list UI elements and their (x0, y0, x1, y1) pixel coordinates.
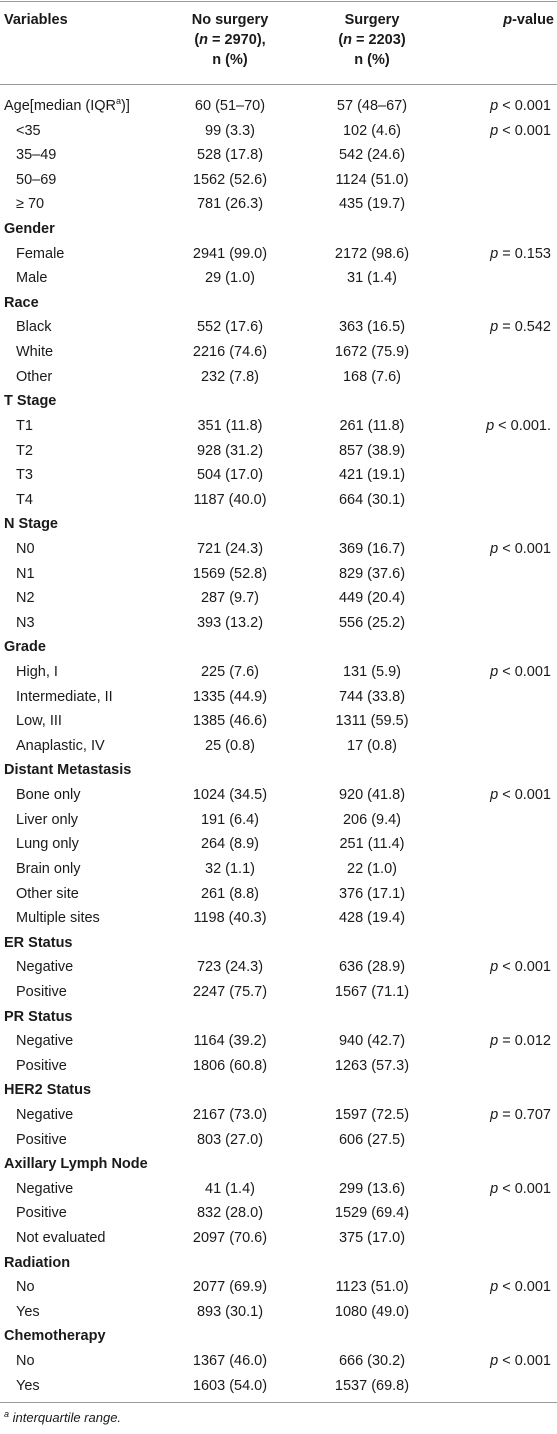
category-row (0, 758, 557, 783)
no-surgery-value: 528 (17.8) (196, 147, 264, 164)
p-value: p < 0.001 (490, 1353, 551, 1370)
surgery-value: 102 (4.6) (342, 122, 402, 139)
no-surgery-value: 803 (27.0) (196, 1131, 264, 1148)
row-label: ER Status (4, 934, 73, 951)
table-row (0, 734, 557, 759)
row-label: T4 (16, 491, 33, 508)
table-row (0, 1374, 557, 1399)
no-surgery-value: 232 (7.8) (200, 368, 260, 385)
table-row (0, 1029, 557, 1054)
no-surgery-value: 1187 (40.0) (193, 491, 267, 508)
table-row (0, 1177, 557, 1202)
row-label: Low, III (16, 713, 62, 730)
row-label: No (16, 1279, 35, 1296)
no-surgery-value: 393 (13.2) (196, 614, 264, 631)
row-label: Chemotherapy (4, 1328, 106, 1345)
p-value: p < 0.001 (490, 1279, 551, 1296)
no-surgery-value: 1806 (60.8) (192, 1057, 268, 1074)
table-row (0, 143, 557, 168)
table-row (0, 1300, 557, 1325)
row-label: High, I (16, 664, 58, 681)
header-surgery: Surgery (n = 2203) n (%) (338, 12, 406, 68)
p-value: p < 0.001 (490, 540, 551, 557)
row-label: Yes (16, 1377, 40, 1394)
p-value: p = 0.707 (490, 1106, 551, 1123)
row-label: T1 (16, 417, 33, 434)
row-label: Yes (16, 1303, 40, 1320)
no-surgery-value: 893 (30.1) (196, 1303, 264, 1320)
table-row (0, 832, 557, 857)
no-surgery-value: 25 (0.8) (205, 737, 255, 754)
category-row (0, 389, 557, 414)
row-label: N3 (16, 614, 35, 631)
no-surgery-value: 191 (6.4) (200, 811, 260, 828)
surgery-value: 1672 (75.9) (334, 344, 410, 361)
row-label: Positive (16, 983, 67, 1000)
table-row (0, 192, 557, 217)
surgery-value: 606 (27.5) (338, 1131, 406, 1148)
surgery-value: 940 (42.7) (338, 1033, 406, 1050)
row-label: Negative (16, 959, 74, 976)
table-row (0, 537, 557, 562)
no-surgery-value: 2097 (70.6) (192, 1230, 268, 1247)
no-surgery-value: 261 (8.8) (200, 885, 260, 902)
surgery-value: 857 (38.9) (338, 442, 406, 459)
surgery-value: 57 (48–67) (336, 98, 408, 114)
header-rule (0, 84, 557, 85)
table-row (0, 1103, 557, 1128)
table-row (0, 1349, 557, 1374)
row-label: Multiple sites (16, 910, 100, 927)
surgery-value: 376 (17.1) (338, 885, 406, 902)
table-row (0, 94, 557, 119)
no-surgery-value: 2077 (69.9) (192, 1279, 268, 1296)
table-row (0, 562, 557, 587)
header-pvalue: p-value (503, 12, 554, 28)
no-surgery-value: 1385 (46.6) (192, 713, 268, 730)
row-label: T Stage (4, 393, 57, 410)
surgery-value: 1537 (69.8) (334, 1377, 410, 1394)
table-row (0, 1226, 557, 1251)
no-surgery-value: 928 (31.2) (196, 442, 264, 459)
surgery-value: 1124 (51.0) (335, 171, 409, 188)
row-label: Male (16, 270, 48, 287)
header-variables: Variables (4, 12, 68, 28)
row-label: Radiation (4, 1254, 71, 1271)
table-row (0, 980, 557, 1005)
no-surgery-value: 2247 (75.7) (192, 983, 268, 1000)
table-row (0, 439, 557, 464)
no-surgery-value: 60 (51–70) (194, 98, 266, 114)
surgery-value: 1597 (72.5) (334, 1106, 410, 1123)
table-row (0, 340, 557, 365)
table-row (0, 685, 557, 710)
row-label: Distant Metastasis (4, 762, 132, 779)
row-label: Liver only (16, 811, 79, 828)
p-value: p < 0.001 (490, 959, 551, 976)
no-surgery-value: 1367 (46.0) (192, 1353, 268, 1370)
row-label: N0 (16, 540, 35, 557)
table-row (0, 955, 557, 980)
category-row (0, 1324, 557, 1349)
no-surgery-value: 1024 (34.5) (192, 787, 268, 804)
no-surgery-value: 723 (24.3) (196, 959, 264, 976)
surgery-value: 636 (28.9) (338, 959, 406, 976)
surgery-value: 1080 (49.0) (334, 1303, 410, 1320)
no-surgery-value: 1164 (39.2) (193, 1033, 267, 1050)
bottom-rule (0, 1402, 557, 1403)
category-row (0, 1251, 557, 1276)
p-value: p < 0.001 (490, 664, 551, 681)
table-row (0, 586, 557, 611)
row-label: Grade (4, 639, 46, 656)
surgery-value: 251 (11.4) (339, 836, 405, 853)
p-value: p < 0.001 (490, 122, 551, 139)
row-label: Positive (16, 1057, 67, 1074)
row-label: Positive (16, 1131, 67, 1148)
no-surgery-value: 264 (8.9) (200, 836, 260, 853)
category-row (0, 1005, 557, 1030)
category-row (0, 1152, 557, 1177)
table-row (0, 266, 557, 291)
row-label: No (16, 1353, 35, 1370)
table-row (0, 857, 557, 882)
p-value: p = 0.542 (490, 319, 551, 336)
p-value: p < 0.001 (490, 1180, 551, 1197)
row-label: 50–69 (16, 171, 57, 188)
no-surgery-value: 2941 (99.0) (192, 245, 268, 262)
row-label: Negative (16, 1106, 74, 1123)
surgery-value: 829 (37.6) (338, 565, 406, 582)
category-row (0, 1078, 557, 1103)
row-label: White (16, 344, 54, 361)
row-label: Black (16, 319, 52, 336)
table-row (0, 1201, 557, 1226)
no-surgery-value: 351 (11.8) (197, 417, 263, 434)
table-row (0, 414, 557, 439)
table-row (0, 882, 557, 907)
table-row (0, 660, 557, 685)
p-value: p = 0.012 (490, 1033, 551, 1050)
table-row (0, 1275, 557, 1300)
row-label: Brain only (16, 860, 81, 877)
no-surgery-value: 552 (17.6) (196, 319, 264, 336)
p-value: p < 0.001. (486, 417, 551, 434)
surgery-value: 542 (24.6) (338, 147, 406, 164)
category-row (0, 635, 557, 660)
row-label: Other (16, 368, 53, 385)
no-surgery-value: 32 (1.1) (205, 860, 255, 877)
table-body (0, 94, 557, 1398)
no-surgery-value: 832 (28.0) (196, 1205, 264, 1222)
surgery-value: 369 (16.7) (338, 540, 406, 557)
no-surgery-value: 225 (7.6) (200, 664, 260, 681)
row-label: Lung only (16, 836, 79, 853)
row-label: Female (16, 245, 65, 262)
no-surgery-value: 41 (1.4) (205, 1180, 255, 1197)
no-surgery-value: 1335 (44.9) (192, 688, 268, 705)
surgery-value: 2172 (98.6) (334, 245, 410, 262)
row-label: Positive (16, 1205, 67, 1222)
row-label: Intermediate, II (16, 688, 113, 705)
footnote: $^a$ interquartile range. (4, 1409, 122, 1425)
row-label: ≥ 70 (16, 196, 45, 213)
table-row (0, 365, 557, 390)
p-value: p < 0.001 (490, 787, 551, 804)
row-label: Negative (16, 1180, 74, 1197)
category-row (0, 931, 557, 956)
row-label: N Stage (4, 516, 58, 533)
no-surgery-value: 504 (17.0) (196, 467, 264, 484)
p-value: p < 0.001 (490, 98, 551, 114)
table-row (0, 463, 557, 488)
surgery-value: 920 (41.8) (338, 787, 406, 804)
surgery-value: 299 (13.6) (338, 1180, 406, 1197)
row-label: Age[median (IQR$^a$)] (4, 96, 130, 114)
surgery-value: 1567 (71.1) (334, 983, 410, 1000)
surgery-value: 1263 (57.3) (334, 1057, 410, 1074)
row-label: T2 (16, 442, 33, 459)
table-row (0, 808, 557, 833)
table-row (0, 611, 557, 636)
surgery-value: 664 (30.1) (338, 491, 406, 508)
no-surgery-value: 781 (26.3) (196, 196, 264, 213)
table-row (0, 709, 557, 734)
surgery-value: 22 (1.0) (347, 860, 397, 877)
table-row (0, 315, 557, 340)
header-no-surgery: No surgery (n = 2970), n (%) (191, 12, 269, 68)
row-label: N1 (16, 565, 35, 582)
surgery-value: 131 (5.9) (342, 664, 402, 681)
table-row (0, 488, 557, 513)
row-label: Gender (4, 221, 55, 238)
row-label: Bone only (16, 787, 81, 804)
surgery-value: 261 (11.8) (339, 417, 405, 434)
no-surgery-value: 2167 (73.0) (192, 1106, 268, 1123)
row-label: Race (4, 294, 39, 311)
surgery-value: 17 (0.8) (347, 737, 397, 754)
surgery-value: 435 (19.7) (338, 196, 406, 213)
no-surgery-value: 721 (24.3) (196, 540, 264, 557)
p-value: p = 0.153 (490, 245, 551, 262)
surgery-value: 1529 (69.4) (334, 1205, 410, 1222)
table-row (0, 119, 557, 144)
row-label: Not evaluated (16, 1230, 106, 1247)
row-label: <35 (16, 122, 41, 139)
category-row (0, 291, 557, 316)
row-label: Negative (16, 1033, 74, 1050)
surgery-value: 1311 (59.5) (335, 713, 409, 730)
top-rule (0, 1, 557, 2)
no-surgery-value: 1562 (52.6) (192, 171, 268, 188)
surgery-value: 556 (25.2) (338, 614, 406, 631)
row-label: T3 (16, 467, 33, 484)
row-label: HER2 Status (4, 1082, 92, 1099)
no-surgery-value: 29 (1.0) (205, 270, 255, 287)
no-surgery-value: 1603 (54.0) (192, 1377, 268, 1394)
surgery-value: 449 (20.4) (338, 590, 406, 607)
surgery-value: 666 (30.2) (338, 1353, 406, 1370)
row-label: N2 (16, 590, 35, 607)
table-row (0, 168, 557, 193)
category-row (0, 217, 557, 242)
no-surgery-value: 1569 (52.8) (192, 565, 268, 582)
no-surgery-value: 2216 (74.6) (192, 344, 268, 361)
surgery-value: 31 (1.4) (347, 270, 397, 287)
no-surgery-value: 99 (3.3) (205, 122, 255, 139)
no-surgery-value: 1198 (40.3) (193, 910, 267, 927)
row-label: Other site (16, 885, 79, 902)
row-label: PR Status (4, 1008, 73, 1025)
table-header (0, 10, 557, 80)
surgery-value: 1123 (51.0) (335, 1279, 409, 1296)
surgery-value: 206 (9.4) (342, 811, 402, 828)
surgery-value: 428 (19.4) (338, 910, 406, 927)
surgery-value: 421 (19.1) (338, 467, 406, 484)
table-row (0, 1128, 557, 1153)
row-label: Axillary Lymph Node (4, 1156, 148, 1173)
table-row (0, 242, 557, 267)
surgery-value: 363 (16.5) (338, 319, 406, 336)
row-label: 35–49 (16, 147, 57, 164)
no-surgery-value: 287 (9.7) (200, 590, 260, 607)
surgery-value: 744 (33.8) (338, 688, 406, 705)
surgery-value: 168 (7.6) (342, 368, 402, 385)
table-row (0, 1054, 557, 1079)
row-label: Anaplastic, IV (16, 737, 105, 754)
category-row (0, 512, 557, 537)
table-row (0, 783, 557, 808)
table-row (0, 906, 557, 931)
surgery-value: 375 (17.0) (338, 1230, 406, 1247)
